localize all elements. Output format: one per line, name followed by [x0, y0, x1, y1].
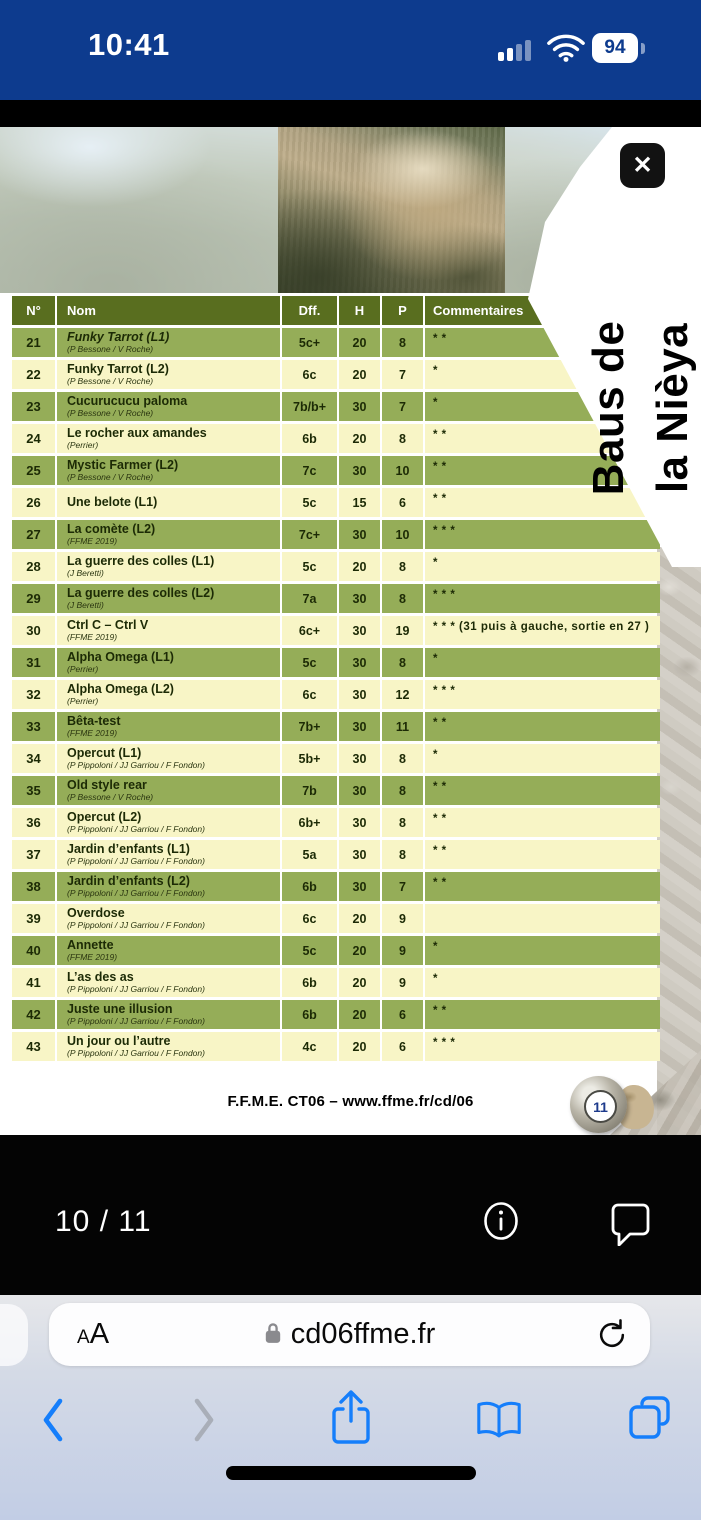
- route-comment: * * * (31 puis à gauche, sortie en 27 ): [425, 616, 660, 645]
- sector-title-line1: Baus de: [584, 320, 633, 496]
- header-comments: Commentaires: [425, 296, 660, 325]
- route-bolts: 10: [382, 456, 423, 485]
- route-authors: (P Pippoloni / JJ Garriou / F Fondon): [67, 1048, 205, 1058]
- route-name: La guerre des colles (L1): [67, 554, 215, 568]
- route-number: 40: [12, 936, 55, 965]
- table-row: [12, 840, 660, 869]
- route-number: 39: [12, 904, 55, 933]
- route-name-cell: [57, 680, 280, 709]
- route-name: Funky Tarrot (L2): [67, 362, 169, 376]
- route-grade: 5c: [282, 552, 337, 581]
- route-name-cell: [57, 392, 280, 421]
- table-row: [12, 520, 660, 549]
- route-height: 30: [339, 776, 380, 805]
- route-name: Jardin d’enfants (L1): [67, 842, 190, 856]
- table-row: [12, 648, 660, 677]
- route-number: 32: [12, 680, 55, 709]
- table-row: [12, 488, 660, 517]
- route-name: L’as des as: [67, 970, 134, 984]
- lock-icon: [264, 1320, 282, 1350]
- domain-text: cd06ffme.fr: [290, 1318, 436, 1350]
- route-bolts: 12: [382, 680, 423, 709]
- route-name-cell: [57, 840, 280, 869]
- route-grade: 5a: [282, 840, 337, 869]
- info-icon[interactable]: [480, 1200, 522, 1247]
- route-bolts: 9: [382, 904, 423, 933]
- route-name: Cucurucucu paloma: [67, 394, 188, 408]
- route-number: 29: [12, 584, 55, 613]
- table-row: [12, 1000, 660, 1029]
- route-name-cell: [57, 584, 280, 613]
- route-name: La comète (L2): [67, 522, 156, 536]
- route-authors: (P Pippoloni / JJ Garriou / F Fondon): [67, 824, 205, 834]
- route-authors: (P Pippoloni / JJ Garriou / F Fondon): [67, 888, 205, 898]
- route-authors: (FFME 2019): [67, 536, 118, 546]
- route-grade: 6c: [282, 680, 337, 709]
- route-bolts: 7: [382, 360, 423, 389]
- route-bolts: 9: [382, 968, 423, 997]
- route-name: Jardin d’enfants (L2): [67, 874, 190, 888]
- route-authors: (FFME 2019): [67, 728, 118, 738]
- route-comment: * *: [425, 1000, 660, 1029]
- route-name-cell: [57, 456, 280, 485]
- route-grade: 7b+: [282, 712, 337, 741]
- route-number: 23: [12, 392, 55, 421]
- route-name-cell: [57, 776, 280, 805]
- route-table: [12, 296, 660, 1064]
- route-authors: (P Pippoloni / JJ Garriou / F Fondon): [67, 760, 205, 770]
- route-height: 30: [339, 840, 380, 869]
- route-height: 20: [339, 1000, 380, 1029]
- route-height: 30: [339, 744, 380, 773]
- route-number: 25: [12, 456, 55, 485]
- route-grade: 5c: [282, 488, 337, 517]
- route-number: 38: [12, 872, 55, 901]
- route-height: 30: [339, 872, 380, 901]
- route-number: 34: [12, 744, 55, 773]
- route-height: 30: [339, 680, 380, 709]
- url-display[interactable]: [49, 1318, 650, 1351]
- route-name-cell: [57, 744, 280, 773]
- route-authors: (Perrier): [67, 440, 99, 450]
- route-name: Old style rear: [67, 778, 147, 792]
- route-name: Juste une illusion: [67, 1002, 173, 1016]
- route-number: 33: [12, 712, 55, 741]
- cellular-signal-icon: [498, 37, 538, 61]
- table-row: [12, 1032, 660, 1061]
- table-row: [12, 904, 660, 933]
- reader-a-small: A: [77, 1327, 90, 1348]
- forward-button[interactable]: [192, 1395, 217, 1445]
- route-height: 20: [339, 552, 380, 581]
- route-number: 43: [12, 1032, 55, 1061]
- table-row: [12, 392, 660, 421]
- table-row: [12, 744, 660, 773]
- route-grade: 7b/b+: [282, 392, 337, 421]
- route-height: 15: [339, 488, 380, 517]
- badge-number: 11: [593, 1098, 608, 1115]
- header-h: H: [339, 296, 380, 325]
- route-height: 30: [339, 808, 380, 837]
- route-name-cell: [57, 616, 280, 645]
- route-name: Mystic Farmer (L2): [67, 458, 179, 472]
- route-bolts: 7: [382, 872, 423, 901]
- route-height: 30: [339, 648, 380, 677]
- route-name-cell: [57, 968, 280, 997]
- route-bolts: 8: [382, 840, 423, 869]
- table-row: [12, 968, 660, 997]
- route-name: Alpha Omega (L1): [67, 650, 174, 664]
- route-number: 28: [12, 552, 55, 581]
- battery-percent: 94: [604, 37, 626, 58]
- route-height: 20: [339, 328, 380, 357]
- header-p: P: [382, 296, 423, 325]
- route-name-cell: [57, 360, 280, 389]
- route-comment: *: [425, 648, 660, 677]
- route-comment: * *: [425, 328, 660, 357]
- route-bolts: 9: [382, 936, 423, 965]
- route-height: 30: [339, 392, 380, 421]
- route-name: Opercut (L2): [67, 810, 142, 824]
- route-authors: (FFME 2019): [67, 952, 118, 962]
- header-name: Nom: [57, 296, 280, 325]
- sector-title-line2: la Nièya: [648, 322, 697, 494]
- route-number: 31: [12, 648, 55, 677]
- table-row: [12, 360, 660, 389]
- route-name-cell: [57, 1000, 280, 1029]
- top-letterbox: [0, 100, 701, 127]
- route-comment: *: [425, 968, 660, 997]
- route-height: 20: [339, 904, 380, 933]
- route-grade: 5c: [282, 648, 337, 677]
- route-name: Ctrl C – Ctrl V: [67, 618, 149, 632]
- header-num: N°: [12, 296, 55, 325]
- route-height: 30: [339, 616, 380, 645]
- route-comment: * *: [425, 712, 660, 741]
- route-comment: * * *: [425, 1032, 660, 1061]
- route-grade: 5c: [282, 936, 337, 965]
- route-grade: 6c+: [282, 616, 337, 645]
- route-bolts: 19: [382, 616, 423, 645]
- route-number: 27: [12, 520, 55, 549]
- status-bar: [0, 0, 701, 100]
- wifi-icon: [546, 33, 586, 68]
- route-comment: [425, 904, 660, 933]
- route-name-cell: [57, 936, 280, 965]
- route-comment: * *: [425, 776, 660, 805]
- route-name-cell: [57, 648, 280, 677]
- table-row: [12, 456, 660, 485]
- route-grade: 6c: [282, 360, 337, 389]
- route-bolts: 8: [382, 744, 423, 773]
- route-grade: 7c: [282, 456, 337, 485]
- route-comment: * *: [425, 840, 660, 869]
- table-row: [12, 872, 660, 901]
- route-comment: * * *: [425, 520, 660, 549]
- route-name-cell: [57, 520, 280, 549]
- route-authors: (FFME 2019): [67, 632, 118, 642]
- rock-texture-right: [657, 547, 701, 1135]
- route-name-cell: [57, 328, 280, 357]
- table-row: [12, 936, 660, 965]
- route-bolts: 8: [382, 552, 423, 581]
- route-number: 35: [12, 776, 55, 805]
- route-number: 21: [12, 328, 55, 357]
- route-authors: (P Bessone / V Roche): [67, 408, 154, 418]
- route-table-body: [12, 328, 660, 1061]
- route-bolts: 8: [382, 648, 423, 677]
- route-number: 26: [12, 488, 55, 517]
- reader-a-big: A: [89, 1318, 110, 1350]
- route-bolts: 8: [382, 424, 423, 453]
- route-grade: 5c+: [282, 328, 337, 357]
- route-height: 30: [339, 712, 380, 741]
- route-authors: (P Bessone / V Roche): [67, 376, 154, 386]
- route-grade: 6b+: [282, 808, 337, 837]
- pdf-page: [0, 127, 701, 1135]
- table-row: [12, 712, 660, 741]
- route-authors: (Perrier): [67, 664, 99, 674]
- tabs-icon[interactable]: [626, 1396, 674, 1442]
- route-comment: *: [425, 360, 660, 389]
- sector-title: [577, 321, 701, 496]
- route-comment: * * *: [425, 584, 660, 613]
- route-height: 20: [339, 968, 380, 997]
- route-comment: * *: [425, 424, 660, 453]
- route-comment: * *: [425, 456, 660, 485]
- route-authors: (P Bessone / V Roche): [67, 344, 154, 354]
- previous-tab-peek[interactable]: [0, 1304, 28, 1366]
- close-icon: ✕: [632, 152, 653, 179]
- route-grade: 7b: [282, 776, 337, 805]
- route-authors: (P Pippoloni / JJ Garriou / F Fondon): [67, 920, 205, 930]
- route-grade: 6b: [282, 872, 337, 901]
- address-bar[interactable]: [49, 1303, 650, 1366]
- route-bolts: 8: [382, 328, 423, 357]
- route-name-cell: [57, 488, 280, 517]
- route-authors: (P Pippoloni / JJ Garriou / F Fondon): [67, 984, 205, 994]
- route-comment: * *: [425, 872, 660, 901]
- route-height: 20: [339, 424, 380, 453]
- route-height: 20: [339, 936, 380, 965]
- table-row: [12, 680, 660, 709]
- route-height: 20: [339, 360, 380, 389]
- route-number: 42: [12, 1000, 55, 1029]
- route-number: 30: [12, 616, 55, 645]
- route-comment: * * *: [425, 680, 660, 709]
- route-grade: 7c+: [282, 520, 337, 549]
- route-comment: *: [425, 392, 660, 421]
- route-authors: (P Bessone / V Roche): [67, 472, 154, 482]
- route-bolts: 8: [382, 776, 423, 805]
- route-authors: (J Beretti): [67, 568, 104, 578]
- route-grade: 5b+: [282, 744, 337, 773]
- route-number: 37: [12, 840, 55, 869]
- route-height: 20: [339, 1032, 380, 1061]
- route-grade: 7a: [282, 584, 337, 613]
- table-row: [12, 616, 660, 645]
- route-height: 30: [339, 520, 380, 549]
- route-name-cell: [57, 1032, 280, 1061]
- route-authors: (P Bessone / V Roche): [67, 792, 154, 802]
- route-name: Opercut (L1): [67, 746, 142, 760]
- route-comment: *: [425, 936, 660, 965]
- route-height: 30: [339, 456, 380, 485]
- route-comment: * *: [425, 488, 660, 517]
- route-name-cell: [57, 808, 280, 837]
- route-bolts: 8: [382, 584, 423, 613]
- table-row: [12, 424, 660, 453]
- route-name-cell: [57, 424, 280, 453]
- route-bolts: 10: [382, 520, 423, 549]
- crag-photo-center: [278, 127, 505, 293]
- route-bolts: 6: [382, 488, 423, 517]
- battery-nub: [641, 43, 645, 54]
- route-name: La guerre des colles (L2): [67, 586, 215, 600]
- comment-bubble-icon[interactable]: [607, 1200, 651, 1251]
- header-dff: Dff.: [282, 296, 337, 325]
- back-button[interactable]: [40, 1395, 65, 1445]
- route-grade: 6b: [282, 968, 337, 997]
- close-button[interactable]: [620, 143, 665, 188]
- route-grade: 6b: [282, 424, 337, 453]
- route-name: Le rocher aux amandes: [67, 426, 207, 440]
- route-bolts: 11: [382, 712, 423, 741]
- route-bolts: 6: [382, 1032, 423, 1061]
- route-name: Bêta-test: [67, 714, 121, 728]
- table-row: [12, 552, 660, 581]
- route-bolts: 8: [382, 808, 423, 837]
- route-grade: 6c: [282, 904, 337, 933]
- reload-button[interactable]: [596, 1318, 628, 1352]
- home-indicator[interactable]: [226, 1466, 476, 1480]
- route-number: 41: [12, 968, 55, 997]
- route-comment: *: [425, 552, 660, 581]
- table-row: [12, 808, 660, 837]
- route-name-cell: [57, 872, 280, 901]
- route-name: Annette: [67, 938, 114, 952]
- route-name: Un jour ou l’autre: [67, 1034, 171, 1048]
- table-row: [12, 584, 660, 613]
- route-comment: * *: [425, 808, 660, 837]
- route-grade: 4c: [282, 1032, 337, 1061]
- route-authors: (J Beretti): [67, 600, 104, 610]
- photo-fade-left: [0, 127, 278, 293]
- route-name: Funky Tarrot (L1): [67, 330, 170, 344]
- route-name-cell: [57, 712, 280, 741]
- bookmarks-icon[interactable]: [474, 1398, 524, 1442]
- route-comment: *: [425, 744, 660, 773]
- pdf-footer: F.F.M.E. CT06 – www.ffme.fr/cd/06: [227, 1093, 474, 1110]
- page-number-badge-label: [584, 1090, 617, 1123]
- route-height: 30: [339, 584, 380, 613]
- battery-icon: [592, 33, 638, 63]
- route-name-cell: [57, 904, 280, 933]
- route-name: Alpha Omega (L2): [67, 682, 174, 696]
- route-name-cell: [57, 552, 280, 581]
- route-grade: 6b: [282, 1000, 337, 1029]
- page-indicator: 10 / 11: [55, 1205, 152, 1238]
- status-time: 10:41: [88, 27, 170, 62]
- table-row: [12, 776, 660, 805]
- route-number: 22: [12, 360, 55, 389]
- route-name: Overdose: [67, 906, 125, 920]
- route-authors: (Perrier): [67, 696, 99, 706]
- route-bolts: 7: [382, 392, 423, 421]
- share-icon[interactable]: [328, 1388, 374, 1448]
- route-bolts: 6: [382, 1000, 423, 1029]
- route-authors: (P Pippoloni / JJ Garriou / F Fondon): [67, 1016, 205, 1026]
- route-name: Une belote (L1): [67, 495, 158, 509]
- route-number: 24: [12, 424, 55, 453]
- route-authors: (P Pippoloni / JJ Garriou / F Fondon): [67, 856, 205, 866]
- route-number: 36: [12, 808, 55, 837]
